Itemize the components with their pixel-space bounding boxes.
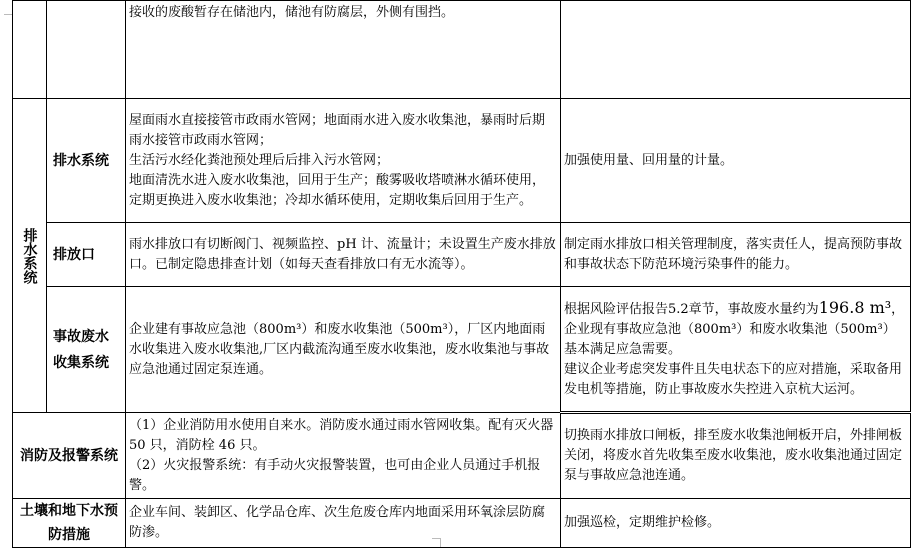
document-page — [12, 0, 910, 547]
table-row — [13, 413, 911, 499]
empty-cell — [47, 1, 126, 99]
suggestion-cell — [561, 287, 911, 413]
subcategory-cell: 排水系统 — [47, 99, 126, 223]
suggestion-cell: 加强巡检，定期维护检修。 — [561, 499, 911, 548]
empty-cell — [13, 1, 47, 99]
measure-cell: 接收的废酸暂存在储池内，储池有防腐层，外侧有围挡。 — [126, 1, 561, 99]
suggestion-cell — [561, 1, 911, 99]
measures-table — [12, 0, 911, 548]
table-row — [13, 499, 911, 548]
measure-cell: 屋面雨水直接接管市政雨水管网；地面雨水进入废水收集池，暴雨时后期雨水接管市政雨水管网； 生活污水经化粪池预处理后后排入污水管网； 地面清洗水进入废水收集池，回用于生产；酸雾吸收塔喷淋水循环使用，定期更换进入废水收集池；冷却水循环使用，定期收集后回用于生产。 — [126, 99, 561, 223]
measure-cell: 雨水排放口有切断阀门、视频监控、pH 计、流量计；未设置生产废水排放口。已制定隐患排查计划（如每天查看排放口有无水流等）。 — [126, 223, 561, 287]
table-row — [13, 287, 911, 413]
suggestion-cell: 制定雨水排放口相关管理制度，落实责任人，提高预防事故和事故状态下防范环境污染事件的能力。 — [561, 223, 911, 287]
table-row — [13, 223, 911, 287]
measure-cell: 企业建有事故应急池（800m³）和废水收集池（500m³），厂区内地面雨水收集进入废水收集池,厂区内截流沟通至废水收集池，废水收集池与事故应急池通过固定泵连通。 — [126, 287, 561, 413]
category-cell-drainage — [13, 99, 47, 413]
wastewater-volume: 196.8 m³ — [818, 298, 892, 317]
suggestion-text-a: 根据风险评估报告5.2章节，事故废水量约为 — [564, 302, 819, 317]
subcategory-cell: 排放口 — [47, 223, 126, 287]
suggestion-text-b: ，企业现有事故应急池（800m³）和废水收集池（500m³）基本满足应急需要。 — [564, 302, 905, 357]
category-cell-soil-groundwater: 土壤和地下水预防措施 — [13, 499, 126, 548]
crop-mark-bottom — [432, 538, 441, 547]
category-cell-fire-alarm: 消防及报警系统 — [13, 413, 126, 499]
table-row — [13, 99, 911, 223]
table-row — [13, 1, 911, 99]
suggestion-text-c: 建议企业考虑突发事件且失电状态下的应对措施，采取备用发电机等措施，防止事故废水失控进入京杭大运河。 — [564, 362, 903, 397]
suggestion-cell: 加强使用量、回用量的计量。 — [561, 99, 911, 223]
measure-cell: （1）企业消防用水使用自来水。消防废水通过雨水管网收集。配有灭火器 50 只，消防栓 46 只。 （2）火灾报警系统：有手动火灾报警装置，也可由企业人员通过手机报警。 — [126, 413, 561, 499]
subcategory-cell: 事故废水收集系统 — [47, 287, 126, 413]
category-label: 排水系统 — [21, 227, 38, 284]
measure-cell: 企业车间、装卸区、化学品仓库、次生危废仓库内地面采用环氧涂层防腐防渗。 — [126, 499, 561, 548]
suggestion-cell: 切换雨水排放口闸板，排至废水收集池闸板开启，外排闸板关闭，将废水首先收集至废水收集池，废水收集池通过固定泵与事故应急池连通。 — [561, 413, 911, 499]
